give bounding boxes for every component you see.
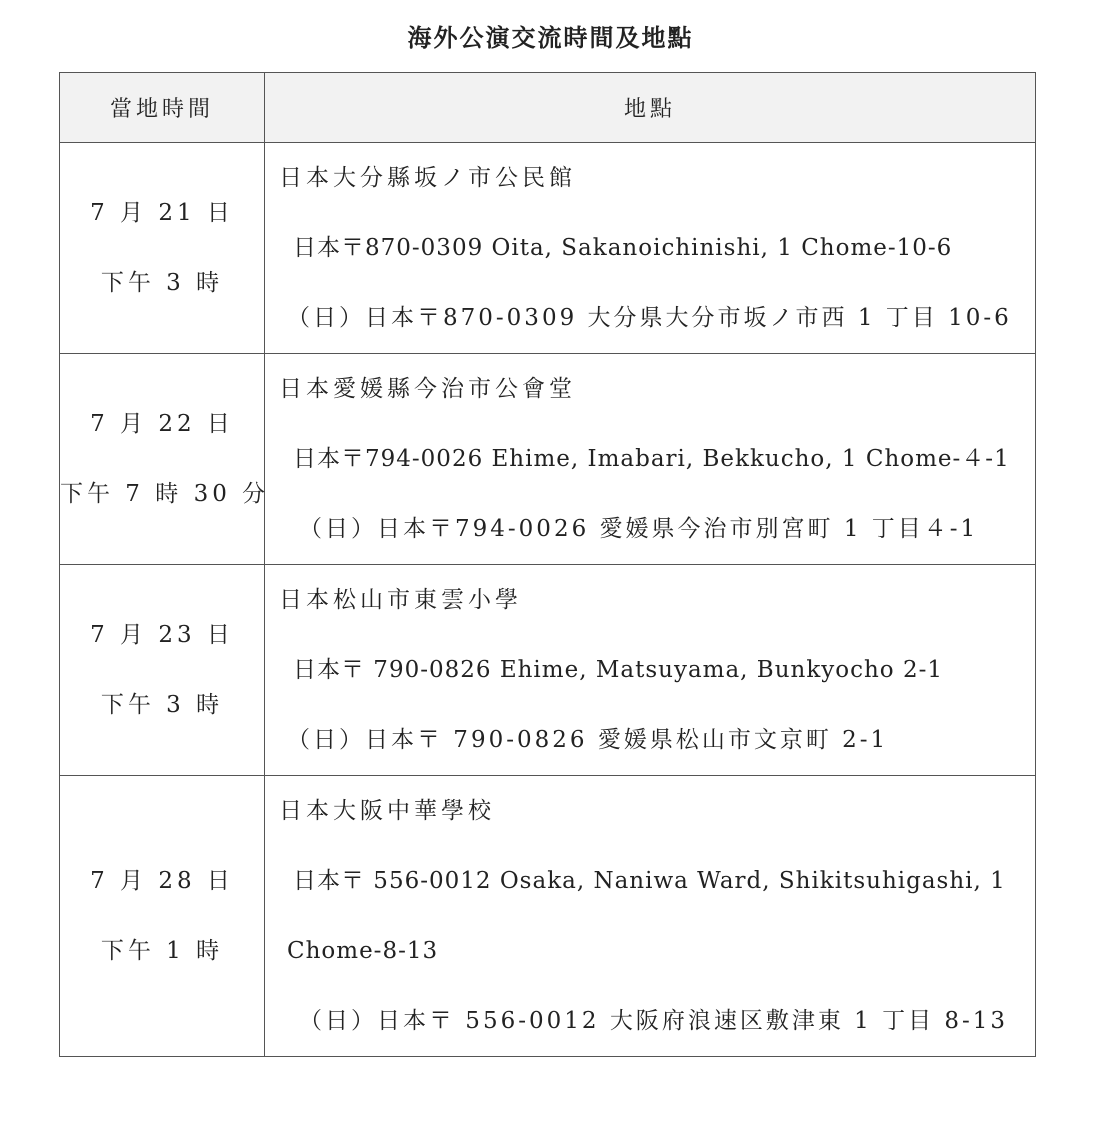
header-location: 地點 bbox=[265, 73, 1036, 143]
address-english: 日本〒794-0026 Ehime, Imabari, Bekkucho, 1 Chome-４-1 bbox=[293, 446, 1010, 472]
table-row bbox=[60, 776, 1036, 1057]
place-cell bbox=[265, 354, 1036, 565]
venue-name: 日本大阪中華學校 bbox=[279, 798, 495, 824]
time-cell bbox=[60, 776, 265, 1057]
event-date: 7 月 22 日 bbox=[90, 411, 234, 437]
table-header-row bbox=[60, 73, 1036, 143]
event-time: 下午 3 時 bbox=[100, 692, 224, 718]
event-date: 7 月 28 日 bbox=[90, 868, 234, 894]
schedule-table bbox=[59, 72, 1036, 1057]
venue-name: 日本松山市東雲小學 bbox=[279, 587, 522, 613]
table-row bbox=[60, 143, 1036, 354]
address-english: 日本〒 556-0012 Osaka, Naniwa Ward, Shikitsuhigashi, 1 bbox=[293, 868, 1006, 894]
address-japanese: （日）日本〒794-0026 愛媛県今治市別宮町 1 丁目４-1 bbox=[299, 516, 979, 542]
table-row bbox=[60, 354, 1036, 565]
address-english: 日本〒870-0309 Oita, Sakanoichinishi, 1 Chome-10-6 bbox=[293, 235, 953, 261]
address-japanese: （日）日本〒 556-0012 大阪府浪速区敷津東 1 丁目 8-13 bbox=[299, 1008, 1009, 1034]
event-date: 7 月 21 日 bbox=[90, 200, 234, 226]
event-time: 下午 3 時 bbox=[100, 270, 224, 296]
address-english: 日本〒 790-0826 Ehime, Matsuyama, Bunkyocho 2-1 bbox=[293, 657, 943, 683]
time-cell bbox=[60, 565, 265, 776]
event-time: 下午 7 時 30 分 bbox=[60, 481, 270, 507]
event-time: 下午 1 時 bbox=[100, 938, 224, 964]
event-date: 7 月 23 日 bbox=[90, 622, 234, 648]
address-japanese: （日）日本〒870-0309 大分県大分市坂ノ市西 1 丁目 10-6 bbox=[287, 305, 1012, 331]
venue-name: 日本大分縣坂ノ市公民館 bbox=[279, 165, 576, 191]
header-local-time: 當地時間 bbox=[60, 73, 265, 143]
address-japanese: （日）日本〒 790-0826 愛媛県松山市文京町 2-1 bbox=[287, 727, 889, 753]
document-title: 海外公演交流時間及地點 bbox=[407, 23, 694, 52]
venue-name: 日本愛媛縣今治市公會堂 bbox=[279, 376, 576, 402]
place-cell bbox=[265, 565, 1036, 776]
time-cell bbox=[60, 143, 265, 354]
address-english-continued: Chome-8-13 bbox=[287, 938, 439, 964]
time-cell bbox=[60, 354, 270, 565]
place-cell bbox=[265, 776, 1036, 1057]
table-row bbox=[60, 565, 1036, 776]
place-cell bbox=[265, 143, 1036, 354]
